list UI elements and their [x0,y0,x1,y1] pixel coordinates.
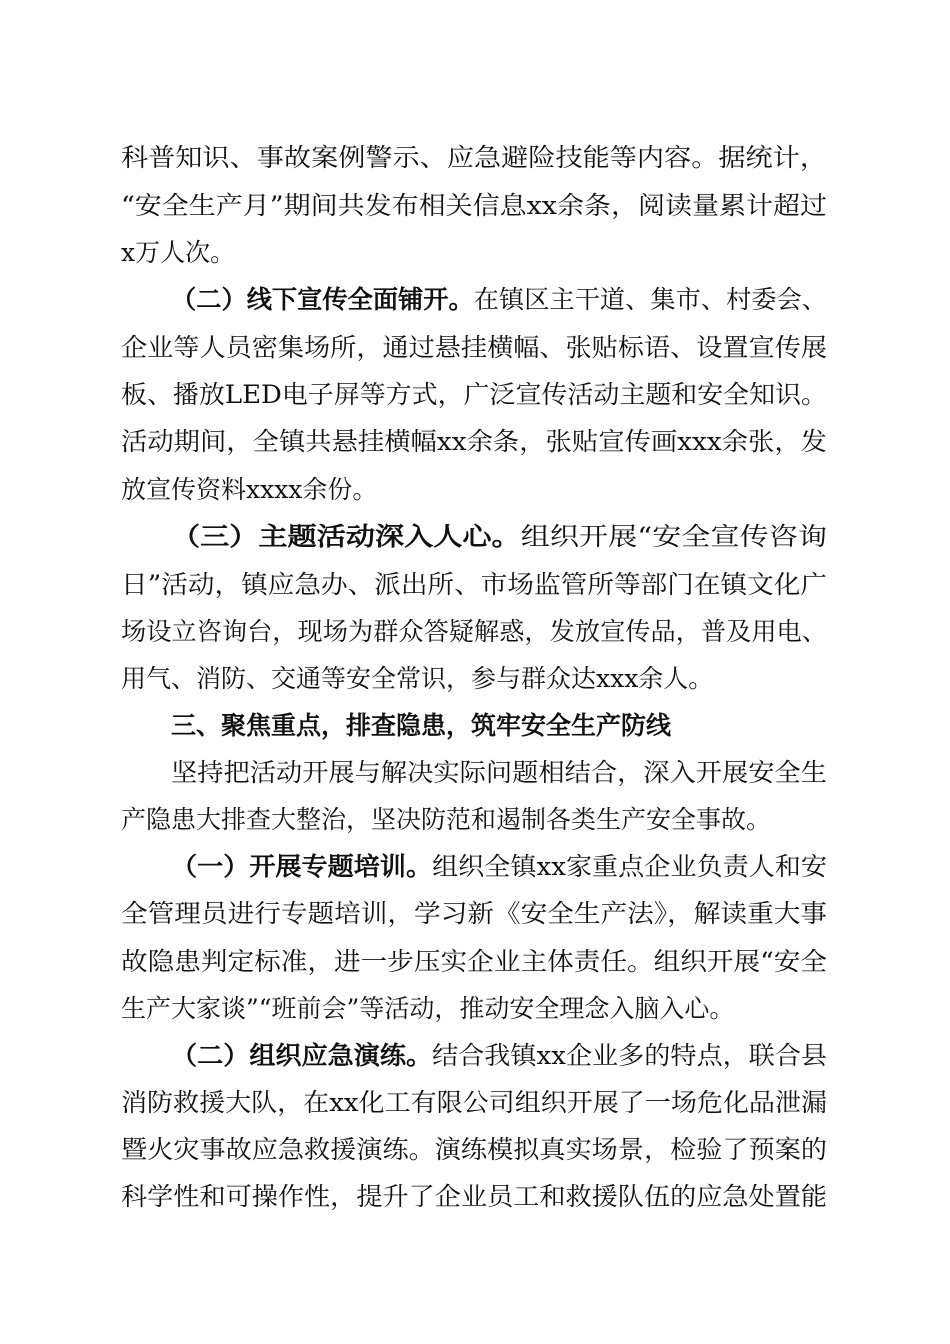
text-line [121,380,827,410]
body-text: 活动期间，全镇共悬挂横幅xx余条，张贴宣传画xxx余张，发 [121,427,828,456]
body-text: 全管理员进行专题培训，学习新《安全生产法》，解读重大事 [121,899,827,928]
text-line [121,947,827,977]
text-line [171,711,671,741]
body-text: 组织开展“安全宣传咨询 [520,522,827,551]
text-line [121,899,827,929]
body-text: 科普知识、事故案例警示、应急避险技能等内容。据统计， [121,143,827,172]
body-text: 企业等人员密集场所，通过悬挂横幅、张贴标语、设置宣传展 [121,333,827,362]
text-line [121,143,827,173]
body-text: 故隐患判定标准，进一步压实企业主体责任。组织开展“安全 [121,947,827,976]
body-text: 消防救援大队，在xx化工有限公司组织开展了一场危化品泄漏 [121,1088,827,1117]
body-text: 场设立咨询台，现场为群众答疑解惑，发放宣传品，普及用电、 [121,617,828,646]
bold-lead-text: （三）主题活动深入人心。 [171,522,521,551]
text-line [171,522,827,552]
body-text: 日”活动，镇应急办、派出所、市场监管所等部门在镇文化广 [121,570,827,599]
text-line [171,1041,827,1071]
body-text: 板、播放LED电子屏等方式，广泛宣传活动主题和安全知识。 [121,380,827,409]
text-line [121,994,734,1024]
text-line [171,285,827,315]
bold-lead-text: （一）开展专题培训。 [171,852,433,881]
text-line [121,1135,827,1165]
body-text: 产隐患大排查大整治，坚决防范和遏制各类生产安全事故。 [121,805,772,834]
bold-lead-text: 三、聚焦重点，排查隐患，筑牢安全生产防线 [171,711,672,740]
text-line [171,758,827,788]
body-text: 暨火灾事故应急救援演练。演练模拟真实场景，检验了预案的 [121,1135,827,1164]
text-line [121,664,713,694]
body-text: 结合我镇xx企业多的特点，联合县 [432,1041,827,1070]
body-text: x万人次。 [121,238,236,267]
text-line [121,805,771,835]
text-line [121,570,827,600]
body-text: 组织全镇xx家重点企业负责人和安 [432,852,827,881]
body-text: 用气、消防、交通等安全常识，参与群众达xxx余人。 [121,664,714,693]
text-line [121,427,827,457]
bold-lead-text: （二）线下宣传全面铺开。 [171,285,474,314]
text-line [121,1182,827,1212]
bold-lead-text: （二）组织应急演练。 [171,1041,433,1070]
body-text: “安全生产月”期间共发布相关信息xx余条，阅读量累计超过 [121,191,828,220]
text-line [121,1088,827,1118]
text-line [121,238,235,268]
text-line [121,333,827,363]
body-text: 科学性和可操作性，提升了企业员工和救援队伍的应急处置能 [121,1182,827,1211]
body-text: 坚持把活动开展与解决实际问题相结合，深入开展安全生 [171,758,827,787]
text-line [121,617,827,647]
body-text: 放宣传资料xxxx余份。 [121,475,378,504]
body-text: 生产大家谈”“班前会”等活动，推动安全理念入脑入心。 [121,994,735,1023]
text-line [121,475,377,505]
text-line [121,191,827,221]
text-line [171,852,827,882]
body-text: 在镇区主干道、集市、村委会、 [473,285,827,314]
